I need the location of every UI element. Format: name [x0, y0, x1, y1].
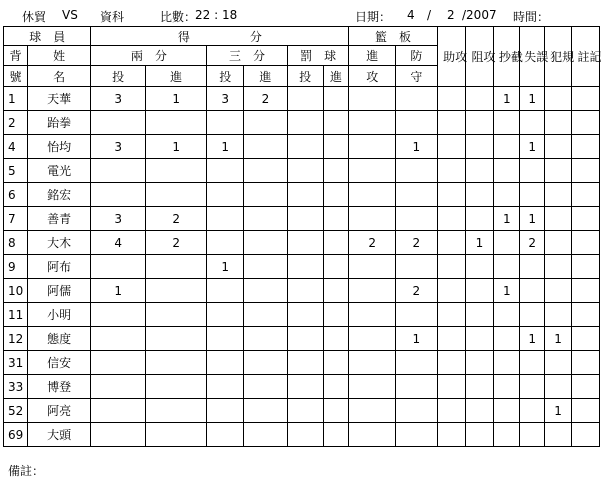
stat-cell	[437, 327, 465, 351]
stat-cell	[545, 207, 572, 231]
stat-cell	[287, 231, 323, 255]
stat-cell	[437, 375, 465, 399]
stat-cell: 1	[465, 231, 494, 255]
stat-cell: 1	[145, 135, 206, 159]
blocks-header: 阻攻	[465, 27, 494, 87]
stat-cell	[91, 327, 146, 351]
stat-cell	[91, 183, 146, 207]
stat-cell	[349, 327, 396, 351]
stat-cell	[572, 255, 600, 279]
stat-cell: 1	[494, 87, 520, 111]
stat-cell	[244, 231, 288, 255]
table-row	[4, 399, 600, 423]
three-pt-attempt: 投	[207, 66, 244, 87]
stat-cell	[244, 375, 288, 399]
stat-cell	[349, 207, 396, 231]
stat-cell	[349, 303, 396, 327]
stat-cell: 2	[520, 231, 545, 255]
player-name: 天華	[27, 87, 90, 111]
stat-cell	[396, 351, 438, 375]
stat-cell	[323, 423, 349, 447]
stat-cell	[572, 423, 600, 447]
stat-cell	[145, 111, 206, 135]
player-name: 電光	[27, 159, 90, 183]
stat-cell	[437, 279, 465, 303]
table-row	[4, 111, 600, 135]
stat-cell	[207, 327, 244, 351]
stat-cell	[494, 183, 520, 207]
stat-cell	[437, 399, 465, 423]
player-name: 博登	[27, 375, 90, 399]
stat-cell	[545, 375, 572, 399]
table-row	[4, 423, 600, 447]
stat-cell: 1	[207, 135, 244, 159]
stat-cell	[465, 255, 494, 279]
table-row	[4, 231, 600, 255]
stat-cell: 1	[91, 279, 146, 303]
stat-cell	[145, 399, 206, 423]
stat-cell	[207, 183, 244, 207]
table-row	[4, 135, 600, 159]
stat-cell	[494, 375, 520, 399]
table-row	[4, 207, 600, 231]
stat-cell	[520, 279, 545, 303]
stat-cell	[287, 135, 323, 159]
stat-cell	[545, 87, 572, 111]
player-name: 怡均	[27, 135, 90, 159]
stat-cell	[465, 135, 494, 159]
stat-cell	[244, 255, 288, 279]
stat-cell	[349, 255, 396, 279]
name-header-top: 姓	[27, 46, 90, 66]
name-header-bottom: 名	[27, 66, 90, 87]
stat-cell	[494, 231, 520, 255]
stat-cell	[572, 183, 600, 207]
stat-cell	[572, 231, 600, 255]
stat-cell	[494, 327, 520, 351]
stat-cell	[287, 255, 323, 279]
stat-cell: 2	[396, 231, 438, 255]
stat-cell	[207, 351, 244, 375]
stat-cell	[323, 399, 349, 423]
stat-cell	[207, 399, 244, 423]
stat-cell	[323, 327, 349, 351]
stat-cell	[207, 111, 244, 135]
stat-cell	[91, 375, 146, 399]
stat-cell	[323, 135, 349, 159]
free-throw-header: 罰 球	[287, 46, 349, 66]
stat-cell	[465, 423, 494, 447]
stat-cell	[349, 159, 396, 183]
stat-cell	[145, 255, 206, 279]
stat-cell: 1	[520, 327, 545, 351]
stat-cell	[91, 111, 146, 135]
scoring-header: 得 分	[91, 27, 349, 46]
stat-cell	[437, 207, 465, 231]
stat-cell	[437, 303, 465, 327]
stat-cell	[572, 327, 600, 351]
stat-cell: 2	[244, 87, 288, 111]
stat-cell	[287, 327, 323, 351]
defense-header-bottom: 守	[396, 66, 438, 87]
team-b: 資科	[100, 10, 125, 24]
stat-cell	[572, 279, 600, 303]
stat-cell	[91, 255, 146, 279]
stat-cell	[349, 351, 396, 375]
stat-cell	[396, 87, 438, 111]
table-row	[4, 279, 600, 303]
stat-cell: 2	[396, 279, 438, 303]
stat-cell	[465, 399, 494, 423]
player-name: 銘宏	[27, 183, 90, 207]
stat-cell	[145, 159, 206, 183]
table-row	[4, 87, 600, 111]
stat-cell	[494, 159, 520, 183]
stat-cell	[145, 351, 206, 375]
stat-cell	[437, 351, 465, 375]
stat-cell	[545, 255, 572, 279]
stat-cell: 3	[207, 87, 244, 111]
stat-cell: 1	[545, 327, 572, 351]
score-label: 比數：	[160, 10, 197, 24]
stat-cell	[520, 399, 545, 423]
free-throw-attempt: 投	[287, 66, 323, 87]
stat-cell	[545, 423, 572, 447]
stat-cell	[323, 351, 349, 375]
stat-cell	[349, 87, 396, 111]
player-name: 阿布	[27, 255, 90, 279]
notes-header: 註記	[572, 27, 600, 87]
stat-cell	[287, 351, 323, 375]
two-pt-made: 進	[145, 66, 206, 87]
stat-cell	[572, 207, 600, 231]
stat-cell	[323, 87, 349, 111]
stat-cell	[572, 351, 600, 375]
stat-cell	[396, 255, 438, 279]
stat-cell	[323, 207, 349, 231]
stat-cell	[287, 159, 323, 183]
stat-cell	[437, 255, 465, 279]
stat-cell	[520, 255, 545, 279]
stat-cell	[287, 375, 323, 399]
stat-cell	[572, 135, 600, 159]
stat-cell: 2	[349, 231, 396, 255]
offense-header-top: 進	[349, 46, 396, 66]
stat-cell	[396, 207, 438, 231]
stat-cell	[396, 159, 438, 183]
stat-cell: 3	[91, 135, 146, 159]
stat-cell	[207, 159, 244, 183]
table-row	[4, 159, 600, 183]
stat-cell: 1	[396, 135, 438, 159]
date-year: /2007	[462, 8, 497, 22]
stat-cell	[244, 111, 288, 135]
stat-cell	[323, 279, 349, 303]
stat-cell	[465, 183, 494, 207]
stat-cell	[396, 303, 438, 327]
stat-cell	[323, 303, 349, 327]
player-name: 小明	[27, 303, 90, 327]
stat-cell	[207, 279, 244, 303]
stat-cell	[244, 159, 288, 183]
two-pt-attempt: 投	[91, 66, 146, 87]
stat-cell: 4	[91, 231, 146, 255]
stat-cell	[545, 183, 572, 207]
remarks-label: 備註：	[8, 464, 45, 478]
player-name: 態度	[27, 327, 90, 351]
stat-cell	[91, 303, 146, 327]
jersey-number: 31	[4, 351, 28, 375]
stat-cell	[520, 303, 545, 327]
stat-cell	[349, 135, 396, 159]
stat-cell	[437, 135, 465, 159]
stat-cell	[520, 351, 545, 375]
jersey-number: 5	[4, 159, 28, 183]
player-name: 大木	[27, 231, 90, 255]
stat-cell	[349, 423, 396, 447]
stat-cell	[545, 159, 572, 183]
number-header-top: 背	[4, 46, 28, 66]
stat-cell	[545, 303, 572, 327]
stat-cell	[465, 327, 494, 351]
stat-cell: 2	[145, 231, 206, 255]
stat-cell	[437, 231, 465, 255]
stat-cell	[145, 303, 206, 327]
stat-cell: 1	[207, 255, 244, 279]
stat-cell	[145, 279, 206, 303]
jersey-number: 8	[4, 231, 28, 255]
stat-cell	[545, 231, 572, 255]
stat-cell	[287, 207, 323, 231]
stat-cell	[207, 375, 244, 399]
stat-cell	[494, 399, 520, 423]
stat-cell: 1	[494, 279, 520, 303]
team-a: 休貿	[22, 10, 47, 24]
jersey-number: 7	[4, 207, 28, 231]
stat-cell	[207, 231, 244, 255]
jersey-number: 52	[4, 399, 28, 423]
table-row	[4, 351, 600, 375]
assists-header: 助攻	[437, 27, 465, 87]
stat-cell	[287, 183, 323, 207]
stat-cell	[323, 159, 349, 183]
table-row	[4, 303, 600, 327]
stat-cell	[545, 351, 572, 375]
stat-cell	[244, 351, 288, 375]
stat-cell	[520, 159, 545, 183]
stat-cell: 1	[145, 87, 206, 111]
stat-cell	[323, 255, 349, 279]
stat-cell	[91, 399, 146, 423]
jersey-number: 33	[4, 375, 28, 399]
stats-table	[3, 26, 600, 447]
jersey-number: 11	[4, 303, 28, 327]
stat-cell	[494, 255, 520, 279]
stat-cell	[207, 207, 244, 231]
three-pt-header: 三 分	[207, 46, 287, 66]
stat-cell	[545, 279, 572, 303]
stat-cell	[145, 423, 206, 447]
stat-cell	[545, 111, 572, 135]
jersey-number: 12	[4, 327, 28, 351]
jersey-number: 10	[4, 279, 28, 303]
stat-cell	[323, 111, 349, 135]
stat-cell	[494, 423, 520, 447]
stat-cell	[244, 207, 288, 231]
stat-cell: 1	[545, 399, 572, 423]
stat-cell	[244, 303, 288, 327]
stat-cell	[349, 399, 396, 423]
stat-cell	[520, 111, 545, 135]
stat-cell: 1	[494, 207, 520, 231]
stat-cell	[520, 423, 545, 447]
stat-cell	[396, 183, 438, 207]
stat-cell	[465, 207, 494, 231]
stat-cell	[396, 111, 438, 135]
sheet-header	[0, 4, 600, 26]
stat-cell	[437, 159, 465, 183]
player-name: 跆拳	[27, 111, 90, 135]
stat-cell	[465, 159, 494, 183]
stat-cell	[437, 183, 465, 207]
date-label: 日期：	[355, 10, 392, 24]
stat-cell	[349, 183, 396, 207]
jersey-number: 2	[4, 111, 28, 135]
three-pt-made: 進	[244, 66, 288, 87]
stat-cell	[145, 327, 206, 351]
player-header: 球 員	[4, 27, 91, 46]
stat-cell	[91, 423, 146, 447]
stat-cell	[465, 111, 494, 135]
stat-cell: 3	[91, 87, 146, 111]
jersey-number: 6	[4, 183, 28, 207]
stat-cell	[437, 423, 465, 447]
stat-cell	[437, 111, 465, 135]
stat-cell	[494, 351, 520, 375]
stat-cell	[465, 303, 494, 327]
player-name: 信安	[27, 351, 90, 375]
player-name: 善青	[27, 207, 90, 231]
stat-cell	[465, 279, 494, 303]
stat-cell	[287, 399, 323, 423]
fouls-header: 犯規	[545, 27, 572, 87]
vs-label: VS	[62, 8, 78, 22]
stat-cell	[494, 111, 520, 135]
stat-cell	[244, 327, 288, 351]
stat-cell	[323, 231, 349, 255]
stat-cell	[91, 351, 146, 375]
stat-cell	[349, 279, 396, 303]
stat-cell	[465, 375, 494, 399]
player-name: 阿儒	[27, 279, 90, 303]
offense-header-bottom: 攻	[349, 66, 396, 87]
stat-cell: 1	[396, 327, 438, 351]
stat-cell	[349, 111, 396, 135]
free-throw-made: 進	[323, 66, 349, 87]
stat-cell	[494, 303, 520, 327]
stat-cell: 3	[91, 207, 146, 231]
stat-cell	[244, 423, 288, 447]
stat-cell	[545, 135, 572, 159]
stat-cell	[572, 303, 600, 327]
player-name: 阿亮	[27, 399, 90, 423]
stat-cell	[145, 183, 206, 207]
stat-cell	[572, 375, 600, 399]
table-row	[4, 183, 600, 207]
stat-cell	[287, 87, 323, 111]
stat-cell	[520, 183, 545, 207]
steals-header: 抄截	[494, 27, 520, 87]
stat-cell	[91, 159, 146, 183]
jersey-number: 9	[4, 255, 28, 279]
stat-cell	[287, 111, 323, 135]
stat-cell	[494, 135, 520, 159]
stat-cell	[244, 183, 288, 207]
jersey-number: 69	[4, 423, 28, 447]
stat-cell	[349, 375, 396, 399]
stat-cell: 1	[520, 87, 545, 111]
score-value: 22 : 18	[195, 8, 238, 22]
stat-cell: 1	[520, 135, 545, 159]
stat-cell	[572, 399, 600, 423]
date-separator: /	[427, 8, 432, 22]
stat-cell	[520, 375, 545, 399]
stat-cell	[396, 375, 438, 399]
stat-cell	[465, 87, 494, 111]
stat-cell	[207, 303, 244, 327]
stat-cell	[244, 279, 288, 303]
turnovers-header: 失誤	[520, 27, 545, 87]
two-pt-header: 兩 分	[91, 46, 207, 66]
stat-cell	[572, 159, 600, 183]
jersey-number: 1	[4, 87, 28, 111]
stat-cell	[465, 351, 494, 375]
stat-cell	[437, 87, 465, 111]
rebounds-header: 籃 板	[349, 27, 437, 46]
stat-cell: 1	[520, 207, 545, 231]
table-row	[4, 255, 600, 279]
number-header-bottom: 號	[4, 66, 28, 87]
time-label: 時間：	[513, 10, 550, 24]
stat-cell	[145, 375, 206, 399]
stat-cell	[396, 423, 438, 447]
table-row	[4, 327, 600, 351]
stat-cell	[396, 399, 438, 423]
stat-cell: 2	[145, 207, 206, 231]
date-month: 4	[407, 8, 415, 22]
stat-cell	[244, 135, 288, 159]
stat-cell	[323, 183, 349, 207]
player-name: 大頭	[27, 423, 90, 447]
table-row	[4, 375, 600, 399]
stat-cell	[287, 423, 323, 447]
stat-cell	[323, 375, 349, 399]
jersey-number: 4	[4, 135, 28, 159]
stat-cell	[244, 399, 288, 423]
stat-cell	[287, 279, 323, 303]
stat-cell	[207, 423, 244, 447]
stat-cell	[287, 303, 323, 327]
defense-header-top: 防	[396, 46, 438, 66]
date-day: 2	[447, 8, 455, 22]
stat-cell	[572, 111, 600, 135]
stat-cell	[572, 87, 600, 111]
